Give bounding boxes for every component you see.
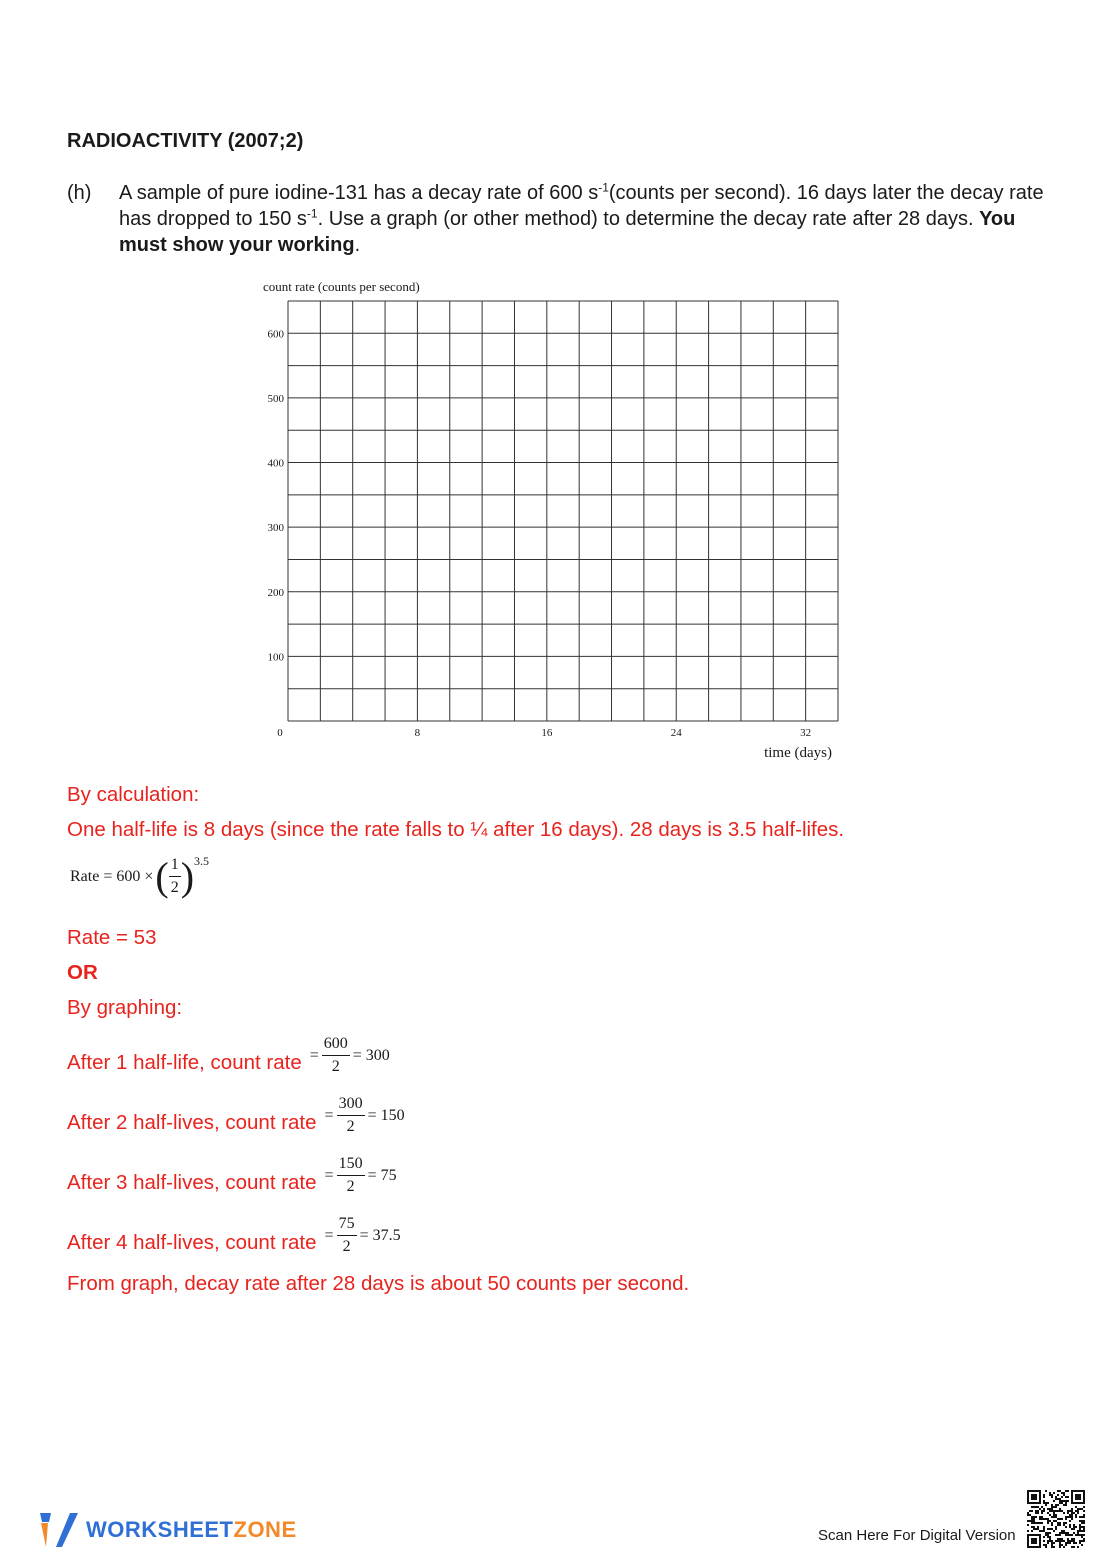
fraction-denominator: 2 [346,1178,355,1195]
step-fraction [337,1155,365,1196]
brand-name-part: ZONE [233,1517,297,1542]
fraction-denominator: 2 [170,879,179,896]
page-title: RADIOACTIVITY (2007;2) [67,130,304,152]
equals-sign: = [309,1046,319,1064]
rate-formula [70,853,210,899]
step-fraction [337,1215,357,1256]
y-tick-label: 100 [267,651,284,664]
x-tick-label: 32 [800,727,812,739]
fraction-numerator: 600 [322,1035,350,1056]
question-text-part: . Use a graph (or other method) to determine the decay rate after 28 days. [317,208,980,230]
y-tick-label: 300 [267,522,284,535]
x-tick-labels [277,727,811,739]
fraction-denominator: 2 [331,1058,340,1075]
graphing-heading: By graphing: [67,996,183,1019]
x-tick-label: 24 [670,727,682,739]
equals-sign: = [324,1226,334,1244]
worksheetzone-logo-icon [56,1513,78,1547]
decay-graph-grid [250,274,850,769]
brand-name-part: WORKSHEET [86,1517,234,1542]
step-fraction [337,1095,365,1136]
x-tick-label: 16 [541,727,553,739]
step-equation [325,1155,397,1196]
x-axis-label: time (days) [764,745,832,761]
qr-code-icon[interactable] [1027,1490,1085,1548]
brand-name [86,1517,297,1543]
y-tick-label: 400 [267,457,284,470]
y-tick-label: 600 [267,328,284,341]
or-divider: OR [67,961,98,984]
question-emphasis: You must show your working [119,208,1016,256]
step-label: After 4 half-lives, count rate [67,1230,317,1254]
fraction-denominator: 2 [346,1118,355,1135]
step-label: After 2 half-lives, count rate [67,1110,317,1134]
footer-logo [40,1513,297,1547]
half-life-step [67,1155,397,1196]
question-text-part: . [354,234,361,256]
fraction-numerator: 75 [337,1215,357,1236]
unit-exponent: -1 [306,206,318,221]
formula-exponent: 3.5 [194,854,210,868]
question-text-part: (counts per second). 16 days later the decay rate has dropped to 150 s [119,182,1044,230]
x-tick-label: 0 [277,727,283,739]
question-label: (h) [67,182,92,204]
y-tick-label: 200 [267,586,284,599]
half-life-step [67,1215,401,1256]
step-result: = 37.5 [359,1226,401,1244]
grid-lines [288,301,838,721]
question-text-part: A sample of pure iodine-131 has a decay rate of 600 s [119,182,599,204]
fraction-numerator: 300 [337,1095,365,1116]
y-axis-label: count rate (counts per second) [263,279,420,294]
step-result: = 300 [352,1046,390,1064]
equals-sign: = [324,1166,334,1184]
equals-sign: = [324,1106,334,1124]
fraction-numerator: 150 [337,1155,365,1176]
question-text [119,180,1049,258]
calculation-heading: By calculation: [67,783,200,806]
rate-result: Rate = 53 [67,926,157,949]
half-life-step [67,1035,390,1076]
step-result: = 75 [367,1166,397,1184]
step-label: After 1 half-life, count rate [67,1050,302,1074]
y-tick-labels [268,328,285,663]
half-life-step [67,1095,405,1136]
formula-lhs: Rate = 600 × [70,867,154,885]
scan-caption: Scan Here For Digital Version [818,1527,1016,1544]
fraction-numerator: 1 [169,856,181,877]
right-paren-icon: ) [180,853,195,899]
fraction-denominator: 2 [342,1238,351,1255]
step-equation [325,1095,405,1136]
step-fraction [322,1035,350,1076]
unit-exponent: -1 [598,180,609,195]
left-paren-icon: ( [155,853,169,899]
half-life-explanation: One half-life is 8 days (since the rate falls to ¼ after 16 days). 28 days is 3.5 half-lifes. [67,818,845,841]
step-result: = 150 [367,1106,405,1124]
step-equation [325,1215,401,1256]
x-tick-label: 8 [414,727,421,739]
formula-fraction [169,856,181,897]
conclusion: From graph, decay rate after 28 days is about 50 counts per second. [67,1272,690,1295]
y-tick-label: 500 [267,392,284,405]
step-label: After 3 half-lives, count rate [67,1170,317,1194]
step-equation [310,1035,390,1076]
